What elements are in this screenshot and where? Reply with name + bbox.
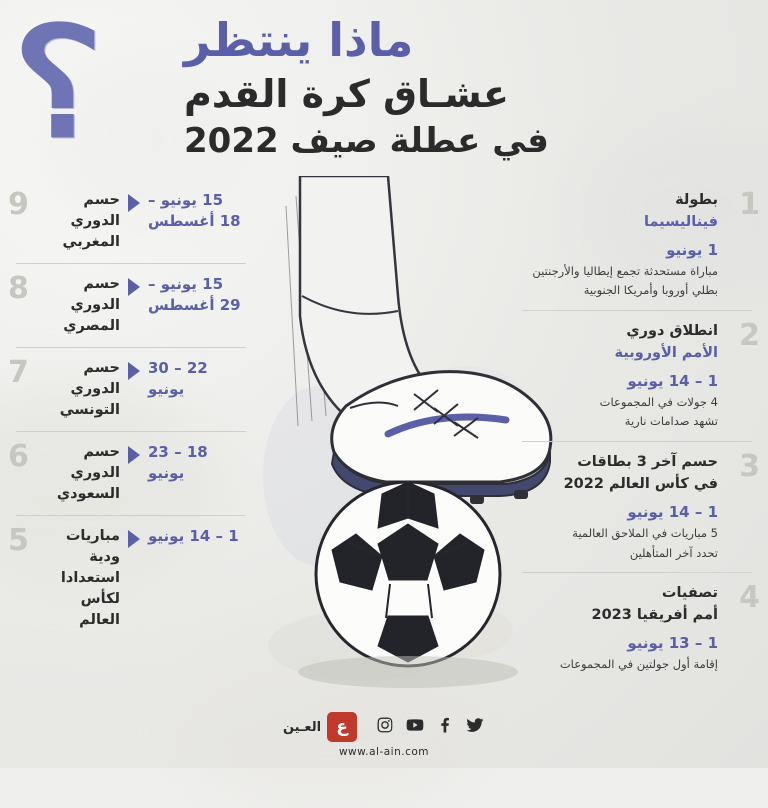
twitter-icon[interactable] [465,715,485,739]
event-item-4 [512,580,762,673]
football-boot-illustration [238,176,558,716]
event-item-5 [6,523,256,631]
left-events-column [6,187,256,631]
divider [16,347,246,348]
event-title-line-1: حسم الدوري [70,192,120,230]
event-title-line-1: حسم الدوري [70,444,120,482]
event-title-line-1: حسم الدوري [70,360,120,398]
event-title-line-2: التونسي [59,402,120,419]
event-title-line-2: المغربي [62,234,120,251]
event-number: 3 [739,449,760,485]
event-title-line-1: حسم آخر 3 بطاقات [577,454,718,471]
arrow-icon [128,530,140,548]
event-sub-line-1: إقامة أول جولتين في المجموعات [559,656,718,671]
event-title-line-1: حسم الدوري [70,276,120,314]
event-number: 8 [8,271,29,307]
event-item-1 [512,187,762,300]
arrow-icon [128,278,140,296]
divider [16,431,246,432]
title-line-2: عشـاق كرة القدم [184,72,509,117]
event-sub-line-1: 4 جولات في المجموعات [599,394,718,409]
event-date-line-1: 1 – 14 يونيو [148,527,239,546]
event-date: 1 يونيو [666,240,718,259]
event-item-3 [512,449,762,562]
logo-text: العـين [282,719,322,735]
logo-badge: ع [327,712,357,742]
event-title-line-2: في كأس العالم 2022 [563,476,718,492]
event-number: 5 [8,523,29,559]
event-title-line-1: تصفيات [661,585,718,602]
website-url[interactable]: www.al-ain.com [338,746,430,758]
event-sub-line-2: بطلي أوروبا وأمريكا الجنوبية [583,283,718,298]
event-title-line-1: بطولة [675,192,718,208]
event-number: 6 [8,439,29,475]
title-line-1: ماذا ينتظر [184,13,414,67]
instagram-icon[interactable] [375,715,395,739]
divider [522,441,752,442]
divider [522,572,752,573]
divider [16,263,246,264]
question-mark-graphic: ؟ [12,0,104,171]
event-number: 4 [739,580,760,616]
arrow-icon [128,194,140,212]
footer [0,712,768,758]
arrow-icon [128,362,140,380]
event-date: 1 – 14 يونيو [627,502,718,521]
event-date-line-1: 22 – 30 يونيو [148,359,208,399]
event-item-8 [6,271,256,337]
event-title-line-2: السعودي [56,486,120,503]
event-date: 1 – 13 يونيو [627,633,718,652]
event-item-6 [6,439,256,505]
event-date: 1 – 14 يونيو [627,371,718,390]
event-title-line-3: العالم [79,612,120,629]
right-events-column [512,187,762,674]
event-title-line-2: أمم أفريقيا 2023 [591,607,718,624]
arrow-icon [128,446,140,464]
event-number: 1 [739,187,760,222]
event-item-9 [6,187,256,253]
divider [522,310,752,311]
event-sub-line-1: مباراة مستحدثة تجمع إيطاليا والأرجنتين [532,263,718,278]
event-sub-line-2: تحدد آخر المتأهلين [629,545,718,560]
youtube-icon[interactable] [405,715,425,739]
event-item-7 [6,355,256,421]
page-title [184,6,744,162]
facebook-icon[interactable] [435,715,455,739]
event-title-line-2: فيناليسيما [644,213,718,230]
event-number: 7 [8,355,29,391]
event-title-line-1: مباريات ودية [65,528,120,566]
event-sub-line-2: تشهد صدامات نارية [624,414,718,429]
event-title-line-1: انطلاق دوري [626,323,718,340]
event-sub-line-1: 5 مباريات في الملاحق العالمية [572,525,718,540]
al-ain-logo[interactable] [283,712,357,742]
event-number: 9 [8,187,29,222]
divider [16,515,246,516]
event-title-line-2: الأمم الأوروبية [614,344,718,361]
event-date-line-2: 29 أغسطس [148,296,241,315]
event-title-line-2: المصري [63,318,120,335]
event-number: 2 [739,318,760,354]
title-line-3: في عطلة صيف 2022 [184,120,549,161]
social-bar [0,712,768,742]
event-date-line-1: 18 – 23 يونيو [148,443,208,483]
event-date-line-2: 18 أغسطس [148,212,241,230]
event-date-line-1: 15 يونيو – [148,191,224,209]
event-date-line-1: 15 يونيو – [148,275,224,294]
event-item-2 [512,318,762,431]
event-title-line-2: استعدادا لكأس [60,570,120,608]
